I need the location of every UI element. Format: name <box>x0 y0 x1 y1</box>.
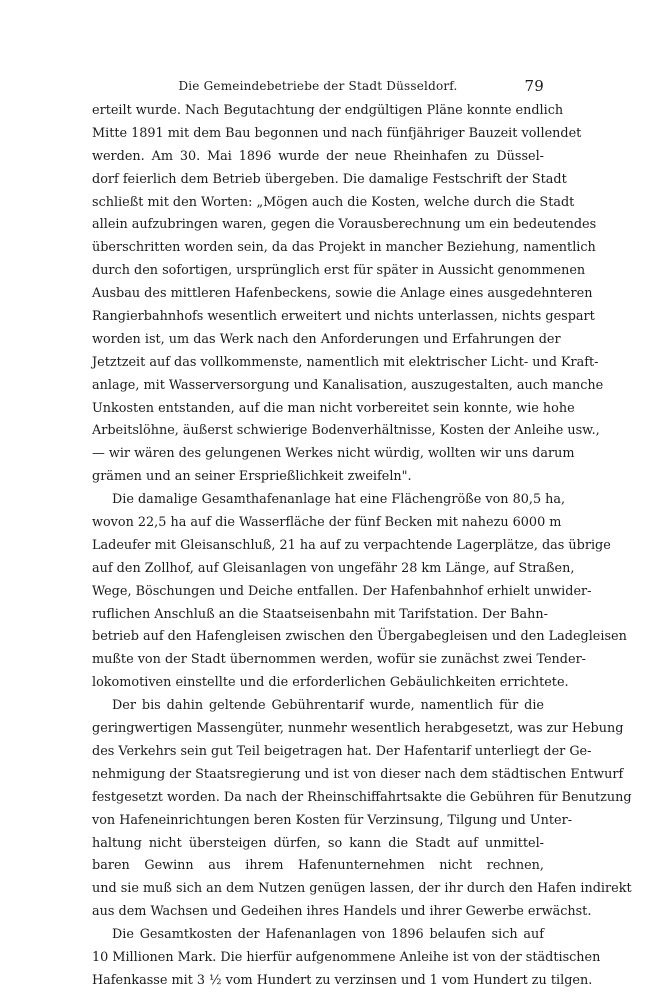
text-line: auf den Zollhof, auf Gleisanlagen von ungefähr 28 km Länge, auf Straßen, <box>92 560 575 576</box>
text-line: aus dem Wachsen und Gedeihen ihres Handels und ihrer Gewerbe erwächst. <box>92 904 592 920</box>
text-line: worden ist, um das Werk nach den Anforderungen und Erfahrungen der <box>92 331 561 347</box>
text-line: baren Gewinn aus ihrem Hafenunternehmen nicht rechnen, <box>92 858 544 874</box>
text-line: Mitte 1891 mit dem Bau begonnen und nach fünfjähriger Bauzeit vollendet <box>92 125 582 141</box>
paragraph <box>92 489 627 695</box>
text-line: Die Gesamtkosten der Hafenanlagen von 1896 belaufen sich auf <box>112 927 544 943</box>
text-line: Rangierbahnhofs wesentlich erweitert und nichts unterlassen, nichts gespart <box>92 309 595 325</box>
text-line: überschritten worden sein, da das Projekt in mancher Beziehung, namentlich <box>92 240 596 256</box>
text-line: ruflichen Anschluß an die Staatseisenbahn mit Tarifstation. Der Bahn- <box>92 606 548 622</box>
text-line: — wir wären des gelungenen Werkes nicht würdig, wollten wir uns darum <box>92 446 575 462</box>
running-header-title: Die Gemeindebetriebe der Stadt Düsseldorf. <box>178 79 458 93</box>
text-line: dorf feierlich dem Betrieb übergeben. Die damalige Festschrift der Stadt <box>92 171 567 187</box>
text-line: nehmigung der Staatsregierung und ist von dieser nach dem städtischen Entwurf <box>92 766 624 782</box>
text-line: schließt mit den Worten: „Mögen auch die Kosten, welche durch die Stadt <box>92 194 575 210</box>
text-line: des Verkehrs sein gut Teil beigetragen hat. Der Hafentarif unterliegt der Ge- <box>92 743 592 759</box>
text-line: Hafenkasse mit 3 ½ vom Hundert zu verzinsen und 1 vom Hundert zu tilgen. <box>92 972 593 988</box>
text-line: Arbeitslöhne, äußerst schwierige Bodenverhältnisse, Kosten der Anleihe usw., <box>92 423 600 439</box>
text-line: werden. Am 30. Mai 1896 wurde der neue Rheinhafen zu Düssel- <box>92 148 544 164</box>
text-line: und sie muß sich an dem Nutzen genügen lassen, der ihr durch den Hafen indirekt <box>92 881 632 897</box>
text-line: Ausbau des mittleren Hafenbeckens, sowie die Anlage eines ausgedehnteren <box>92 286 593 302</box>
text-line: haltung nicht übersteigen dürfen, so kann die Stadt auf unmittel- <box>92 835 544 851</box>
text-line: von Hafeneinrichtungen beren Kosten für Verzinsung, Tilgung und Unter- <box>92 812 573 828</box>
text-line: anlage, mit Wasserversorgung und Kanalisation, auszugestalten, auch manche <box>92 377 604 393</box>
text-line: festgesetzt worden. Da nach der Rheinschiffahrtsakte die Gebühren für Benutzung <box>92 789 632 805</box>
text-line: Jetztzeit auf das vollkommenste, namentlich mit elektrischer Licht- und Kraft- <box>92 354 599 370</box>
paragraph <box>92 695 632 924</box>
text-line: geringwertigen Massengüter, nunmehr wesentlich herabgesetzt, was zur Hebung <box>92 721 624 737</box>
running-header <box>92 72 544 100</box>
text-line: Unkosten entstanden, auf die man nicht vorbereitet sein konnte, wie hohe <box>92 400 575 416</box>
body-text <box>92 100 632 993</box>
text-line: Wege, Böschungen und Deiche entfallen. Der Hafenbahnhof erhielt unwider- <box>92 583 592 599</box>
text-line: erteilt wurde. Nach Begutachtung der endgültigen Pläne konnte endlich <box>92 103 564 118</box>
text-line: wovon 22,5 ha auf die Wasserfläche der fünf Becken mit nahezu 6000 m <box>92 515 562 531</box>
text-line: mußte von der Stadt übernommen werden, wofür sie zunächst zwei Tender- <box>92 652 587 668</box>
text-line: betrieb auf den Hafengleisen zwischen den Übergabegleisen und den Ladegleisen <box>92 629 627 645</box>
page-number: 79 <box>524 77 544 95</box>
text-line: grämen und an seiner Ersprießlichkeit zweifeln". <box>92 469 412 485</box>
text-line: durch den sofortigen, ursprünglich erst für später in Aussicht genommenen <box>92 263 586 279</box>
paragraph <box>92 100 604 489</box>
text-line: allein aufzubringen waren, gegen die Vorausberechnung um ein bedeutendes <box>92 217 597 233</box>
text-line: Die damalige Gesamthafenanlage hat eine Flächengröße von 80,5 ha, <box>112 492 566 508</box>
text-line: 10 Millionen Mark. Die hierfür aufgenommene Anleihe ist von der städtischen <box>92 949 601 965</box>
paragraph <box>92 924 601 993</box>
text-line: Ladeufer mit Gleisanschluß, 21 ha auf zu verpachtende Lagerplätze, das übrige <box>92 537 611 553</box>
text-line: Der bis dahin geltende Gebührentarif wurde, namentlich für die <box>112 698 544 714</box>
text-line: lokomotiven einstellte und die erforderlichen Gebäulichkeiten errichtete. <box>92 675 569 691</box>
